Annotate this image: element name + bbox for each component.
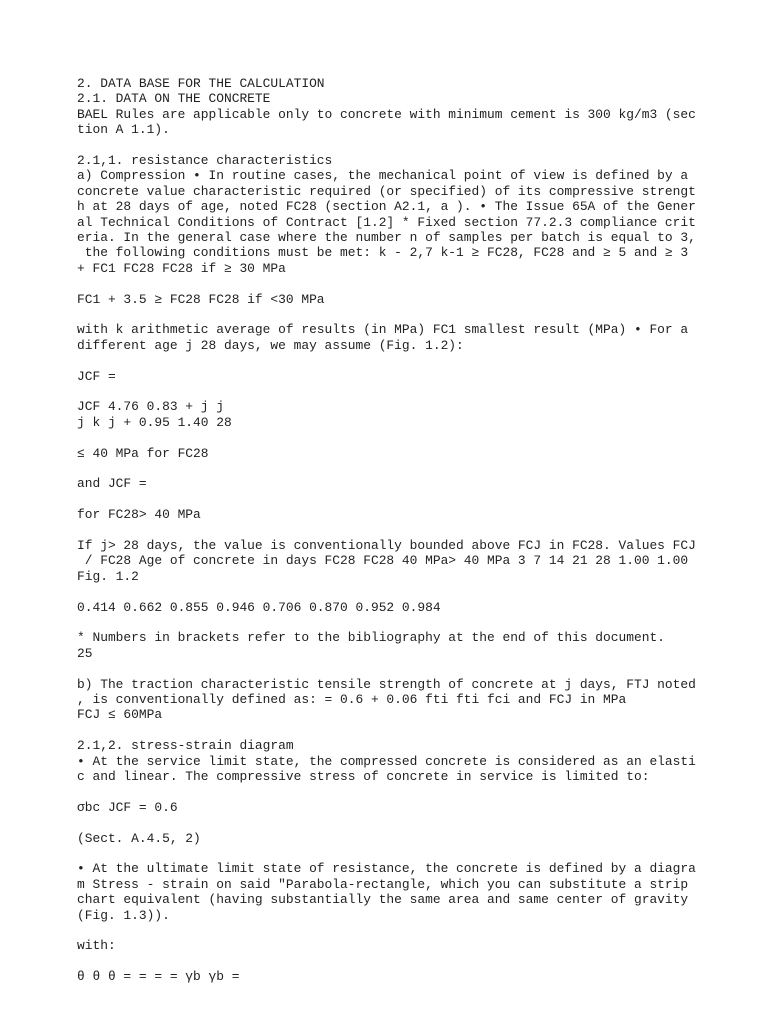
text-line: m Stress - strain on said "Parabola-rectangle, which you can substitute a strip — [77, 876, 689, 892]
paragraph — [77, 476, 717, 491]
paragraph — [77, 969, 717, 984]
text-line: FC1 + 3.5 ≥ FC28 FC28 if <30 MPa — [77, 291, 325, 307]
paragraph — [77, 446, 717, 461]
paragraph — [77, 800, 717, 815]
text-line: ≤ 40 MPa for FC28 — [77, 445, 209, 461]
text-line: with k arithmetic average of results (in MPa) FC1 smallest result (MPa) • For a — [77, 322, 689, 338]
text-line: 25 — [77, 645, 93, 661]
text-line: BAEL Rules are applicable only to concrete with minimum cement is 300 kg/m3 (sec — [77, 106, 696, 122]
text-line: for FC28> 40 MPa — [77, 507, 201, 523]
paragraph — [77, 831, 717, 846]
text-line: j k j + 0.95 1.40 28 — [77, 414, 232, 430]
text-line: + FC1 FC28 FC28 if ≥ 30 MPa — [77, 260, 286, 276]
text-line: 2. DATA BASE FOR THE CALCULATION — [77, 76, 325, 91]
text-line: tion A 1.1). — [77, 122, 170, 138]
text-line: a) Compression • In routine cases, the mechanical point of view is defined by a — [77, 168, 689, 184]
text-line: 2.1. DATA ON THE CONCRETE — [77, 91, 271, 107]
text-line: with: — [77, 938, 116, 954]
document-page — [77, 76, 717, 1000]
text-line: FCJ ≤ 60MPa — [77, 707, 163, 723]
text-line: c and linear. The compressive stress of concrete in service is limited to: — [77, 769, 650, 785]
text-line: * Numbers in brackets refer to the bibliography at the end of this document. — [77, 630, 665, 646]
paragraph — [77, 322, 717, 353]
text-line: Fig. 1.2 — [77, 568, 139, 584]
paragraph — [77, 399, 717, 430]
text-line: JCF = — [77, 368, 116, 384]
text-line: h at 28 days of age, noted FC28 (section A2.1, a ). • The Issue 65A of the Gener — [77, 199, 696, 215]
paragraph — [77, 861, 717, 923]
paragraph — [77, 369, 717, 384]
text-line: chart equivalent (having substantially the same area and same center of gravity — [77, 892, 689, 908]
paragraph — [77, 738, 717, 784]
text-line: 0.414 0.662 0.855 0.946 0.706 0.870 0.952 0.984 — [77, 599, 441, 615]
text-line: and JCF = — [77, 476, 147, 492]
text-line: (Sect. A.4.5, 2) — [77, 830, 201, 846]
paragraph — [77, 153, 717, 276]
paragraph — [77, 507, 717, 522]
paragraph — [77, 677, 717, 723]
text-line: • At the service limit state, the compressed concrete is considered as an elasti — [77, 753, 696, 769]
text-line: different age j 28 days, we may assume (Fig. 1.2): — [77, 337, 464, 353]
text-line: 2.1,2. stress-strain diagram — [77, 738, 294, 754]
text-line: concrete value characteristic required (or specified) of its compressive strengt — [77, 183, 696, 199]
text-line: • At the ultimate limit state of resistance, the concrete is defined by a diagra — [77, 861, 696, 877]
text-line: , is conventionally defined as: = 0.6 + 0.06 fti fti fci and FCJ in MPa — [77, 692, 627, 708]
text-line: (Fig. 1.3)). — [77, 907, 170, 923]
paragraph — [77, 76, 717, 138]
text-line: eria. In the general case where the number n of samples per batch is equal to 3, — [77, 230, 696, 246]
text-line: / FC28 Age of concrete in days FC28 FC28 40 MPa> 40 MPa 3 7 14 21 28 1.00 1.00 — [77, 553, 689, 569]
text-line: If j> 28 days, the value is conventionally bounded above FCJ in FC28. Values FCJ — [77, 538, 696, 554]
text-line: the following conditions must be met: k - 2,7 k-1 ≥ FC28, FC28 and ≥ 5 and ≥ 3 — [77, 245, 689, 261]
text-line: σbc JCF = 0.6 — [77, 799, 178, 815]
paragraph — [77, 600, 717, 615]
paragraph — [77, 938, 717, 953]
paragraph — [77, 292, 717, 307]
text-line: θ θ θ = = = = γb γb = — [77, 969, 240, 985]
text-line: JCF 4.76 0.83 + j j — [77, 399, 224, 415]
paragraph — [77, 538, 717, 584]
text-line: 2.1,1. resistance characteristics — [77, 153, 333, 169]
text-line: al Technical Conditions of Contract [1.2] * Fixed section 77.2.3 compliance crit — [77, 214, 696, 230]
paragraph — [77, 630, 717, 661]
text-line: b) The traction characteristic tensile strength of concrete at j days, FTJ noted — [77, 676, 696, 692]
